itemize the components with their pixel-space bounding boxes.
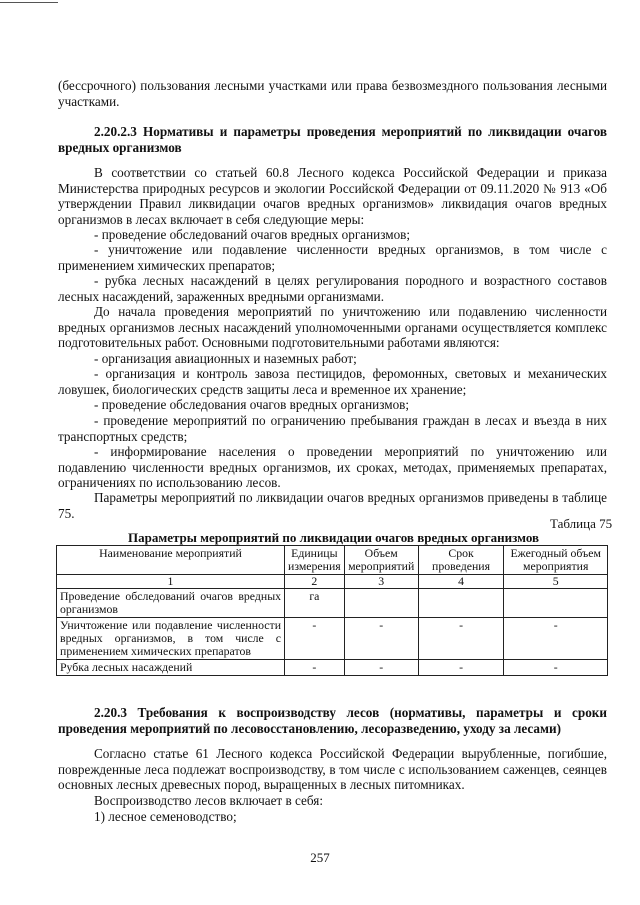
header-cell: Единицы измерения	[285, 546, 345, 575]
column-number: 5	[504, 575, 608, 589]
paragraph-article-60-8: В соответствии со статьей 60.8 Лесного кодекса Российской Федерации и приказа Министерства природных ресурсов и экологии Российской Федерации от 09.11.2020 № 913 «Об утверждении Правил ликвидации очагов вредных организмов» ликвидация очагов вредных организмов в лесах включает в себя следующие меры:	[58, 165, 607, 227]
paragraph-reproduction-includes: Воспроизводство лесов включает в себя:	[94, 793, 323, 808]
table-cell	[344, 589, 418, 618]
table-cell: -	[344, 660, 418, 676]
table-cell: -	[285, 618, 345, 660]
table-cell: -	[504, 618, 608, 660]
table-cell-name: Проведение обследований очагов вредных организмов	[57, 589, 285, 618]
table-caption: Параметры мероприятий по ликвидации очагов вредных организмов	[128, 530, 540, 545]
section-heading-2-20-2-3: 2.20.2.3 Нормативы и параметры проведения мероприятий по ликвидации очагов вредных организмов	[58, 124, 607, 155]
header-cell: Объем мероприятий	[344, 546, 418, 575]
list-item-informing: - информирование населения о проведении мероприятий по уничтожению или подавлению численности вредных организмов, их сроках, методах, применяемых препаратах, ограничениях по использованию лесов.	[58, 444, 607, 491]
paragraph-continuation: (бессрочного) пользования лесными участками или права безвозмездного пользования лесными участками.	[58, 78, 607, 109]
column-number-row	[57, 575, 608, 589]
table-row	[57, 589, 608, 618]
paragraph-table-reference: Параметры мероприятий по ликвидации очагов вредных организмов приведены в таблице 75.	[58, 490, 607, 521]
section-heading-2-20-3: 2.20.3 Требования к воспроизводству лесов (нормативы, параметры и сроки проведения мероприятий по лесовосстановлению, лесоразведению, уходу за лесами)	[58, 705, 607, 736]
column-number: 1	[57, 575, 285, 589]
table-cell-name: Уничтожение или подавление численности вредных организмов, в том числе с применением химических препаратов	[57, 618, 285, 660]
list-item-seed-production: 1) лесное семеноводство;	[94, 809, 237, 824]
paragraph-article-61: Согласно статье 61 Лесного кодекса Российской Федерации вырубленные, погибшие, поврежденные леса подлежат воспроизводству, в том числе с использованием саженцев, сеянцев основных лесных древесных пород, выращенных в лесных питомниках.	[58, 746, 607, 793]
table-cell	[418, 589, 504, 618]
table-cell: -	[504, 660, 608, 676]
table-cell: -	[285, 660, 345, 676]
list-item-inspection-2: - проведение обследования очагов вредных организмов;	[94, 397, 410, 412]
table-cell: -	[418, 660, 504, 676]
table-row	[57, 660, 608, 676]
measures-table	[56, 545, 608, 676]
page-number: 257	[310, 850, 330, 865]
column-number: 3	[344, 575, 418, 589]
list-item-aviation: - организация авиационных и наземных работ;	[94, 351, 357, 366]
table-cell: -	[344, 618, 418, 660]
list-item-destruction: - уничтожение или подавление численности вредных организмов, в том числе с применением химических препаратов;	[58, 242, 607, 273]
list-item-inspection: - проведение обследований очагов вредных организмов;	[94, 227, 411, 242]
table-header-row	[57, 546, 608, 575]
table-number-label: Таблица 75	[550, 516, 613, 531]
table-cell-name: Рубка лесных насаждений	[57, 660, 285, 676]
paragraph-preparatory-works: До начала проведения мероприятий по уничтожению или подавлению численности вредных организмов лесных насаждений уполномоченными органами осуществляется комплекс подготовительных работ. Основными подготовительными работами являются:	[58, 304, 607, 351]
table-cell: га	[285, 589, 345, 618]
column-number: 2	[285, 575, 345, 589]
table-cell: -	[418, 618, 504, 660]
top-rule	[0, 2, 58, 3]
list-item-restriction: - проведение мероприятий по ограничению пребывания граждан в лесах и въезда в них транспортных средств;	[58, 413, 607, 444]
header-cell: Наименование мероприятий	[57, 546, 285, 575]
table-row	[57, 618, 608, 660]
table-cell	[504, 589, 608, 618]
list-item-pesticides: - организация и контроль завоза пестицидов, феромонных, световых и механических ловушек, биологических средств защиты леса и временное их хранение;	[58, 366, 607, 397]
header-cell: Срок проведения	[418, 546, 504, 575]
column-number: 4	[418, 575, 504, 589]
list-item-felling: - рубка лесных насаждений в целях регулирования породного и возрастного составов лесных насаждений, зараженных вредными организмами.	[58, 273, 607, 304]
header-cell: Ежегодный объем мероприятия	[504, 546, 608, 575]
